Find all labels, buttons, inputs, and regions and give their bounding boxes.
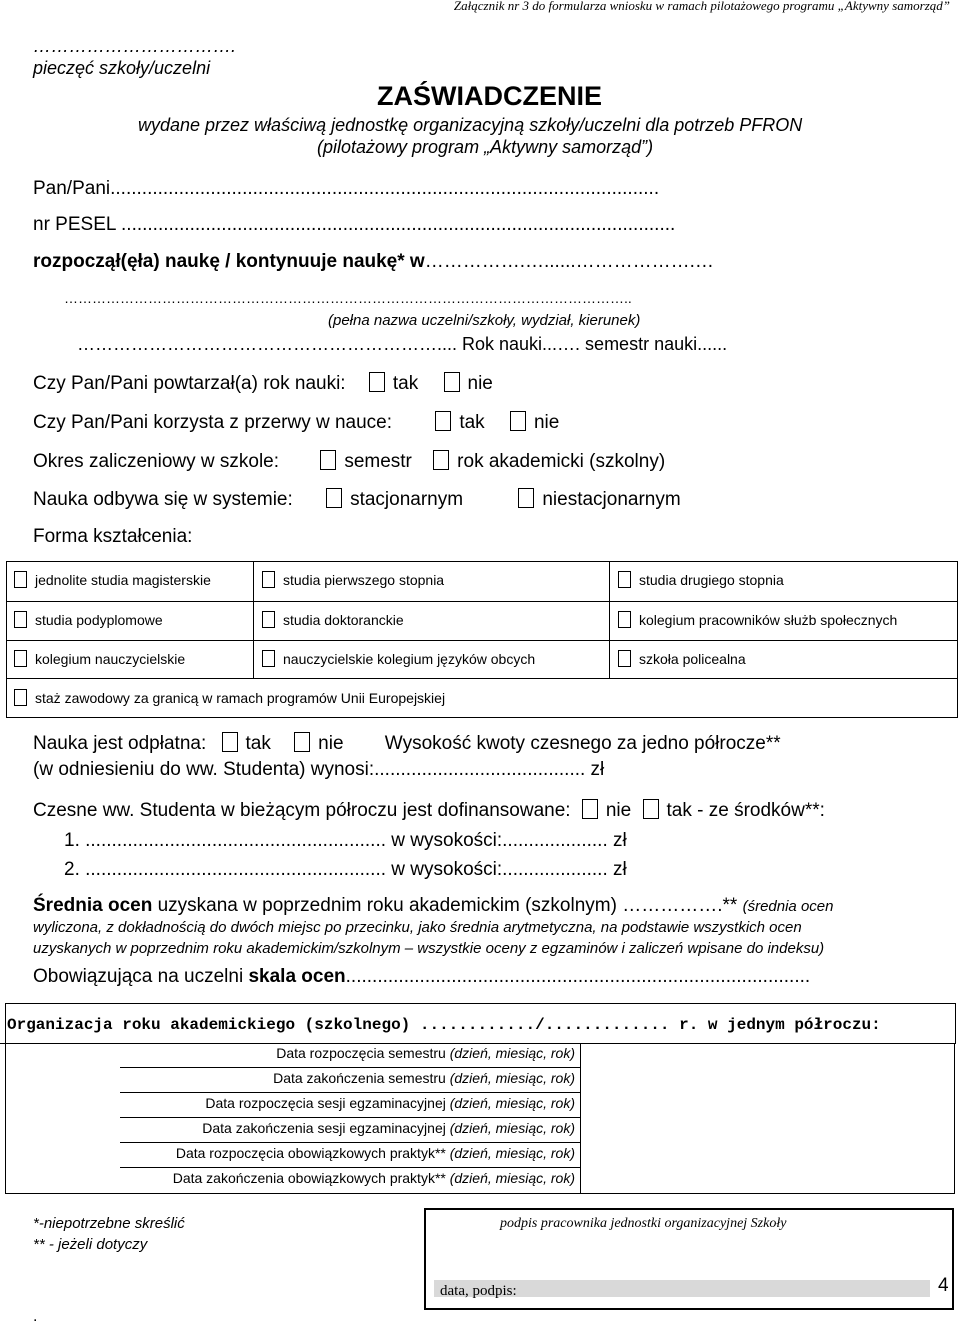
forma-option-kolegium-sluzb-label: kolegium pracowników służb społecznych	[639, 611, 898, 628]
data-row-3-label: Data rozpoczęcia sesji egzaminacyjnej	[205, 1095, 450, 1111]
repeat-tak-label: tak	[392, 373, 419, 394]
system-niestacjonarny-label: niestacjonarnym	[542, 489, 681, 510]
oplata-label: Nauka jest odpłatna:	[33, 733, 207, 754]
forma-option-kolegium-nauczycielskie[interactable]	[14, 650, 185, 667]
data-row-4	[202, 1120, 575, 1136]
forma-option-jednolite-label: jednolite studia magisterskie	[35, 571, 211, 588]
forma-option-kolegium-sluzb[interactable]	[618, 611, 897, 628]
document-title: ZAŚWIADCZENIE	[377, 81, 602, 111]
forma-option-doktoranckie[interactable]	[262, 611, 404, 628]
repeat-tak-checkbox[interactable]	[369, 373, 418, 394]
forma-option-staz-label: staż zawodowy za granicą w ramach programów Unii Europejskiej	[35, 689, 446, 706]
break-tak-checkbox[interactable]	[435, 412, 484, 433]
data-row-4-hint: (dzień, miesiąc, rok)	[449, 1120, 575, 1136]
oplata-row	[33, 732, 781, 755]
forma-option-policealna[interactable]	[618, 650, 746, 667]
czesne-tak-label: tak - ze środków**:	[666, 800, 825, 821]
question-repeat-label: Czy Pan/Pani powtarzał(a) rok nauki:	[33, 373, 346, 394]
oplata-kwota-label: Wysokość kwoty czesnego za jedno półrocze**	[384, 733, 781, 754]
data-podpis-bar	[434, 1280, 930, 1297]
system-stacjonarny-checkbox[interactable]	[326, 489, 463, 510]
czesne-row	[33, 799, 825, 822]
forma-option-drugi-stopien[interactable]	[618, 571, 784, 588]
question-system	[33, 488, 681, 511]
skala-row	[33, 966, 810, 988]
srednia-note3: uzyskanych w poprzednim roku akademickim/szkolnym – wszystkie oceny z egzaminów i zaliczeń wpisane do indeksu)	[33, 940, 825, 957]
oplata-kwota-field[interactable]: (w odniesieniu do ww. Studenta) wynosi:........................................ zł	[33, 759, 605, 780]
skala-pre: Obowiązująca na uczelni	[33, 966, 249, 987]
data-row-6-hint: (dzień, miesiąc, rok)	[449, 1170, 575, 1186]
rok-nauki-line[interactable]: …………………………………………………….... Rok nauki...…. semestr nauki......	[77, 334, 728, 354]
trailing-dot: .	[33, 1308, 38, 1325]
srednia-text: uzyskana w poprzednim roku akademickim (szkolnym)	[152, 895, 617, 916]
data-row-6	[173, 1170, 575, 1186]
forma-option-kolegium-nauczycielskie-label: kolegium nauczycielskie	[35, 650, 186, 667]
oplata-nie-checkbox[interactable]	[294, 733, 343, 754]
data-row-6-label: Data zakończenia obowiązkowych praktyk**	[172, 1170, 450, 1186]
school-name-hint: (pełna nazwa uczelni/szkoły, wydział, kierunek)	[328, 312, 641, 329]
data-row-2-label: Data zakończenia semestru	[273, 1070, 450, 1086]
question-system-label: Nauka odbywa się w systemie:	[33, 489, 293, 510]
data-podpis-label: data, podpis:	[440, 1283, 517, 1299]
data-row-5-label: Data rozpoczęcia obowiązkowych praktyk**	[175, 1145, 450, 1161]
footnote-jezeli-dotyczy: ** - jeżeli dotyczy	[33, 1236, 148, 1253]
forma-option-jednolite[interactable]	[14, 571, 211, 588]
forma-option-podyplomowe-label: studia podyplomowe	[35, 611, 163, 628]
czesne-nie-checkbox[interactable]	[582, 800, 631, 821]
footnote-niepotrzebne: *-niepotrzebne skreślić	[33, 1215, 185, 1232]
system-niestacjonarny-checkbox[interactable]	[518, 489, 680, 510]
page-number: 4	[938, 1275, 949, 1296]
skala-bold: skala ocen	[248, 966, 346, 987]
period-rok-label: rok akademicki (szkolny)	[457, 451, 666, 472]
data-row-1	[276, 1045, 575, 1061]
pan-pani-field[interactable]: Pan/Pani........................................................................................................	[33, 178, 660, 199]
forma-option-staz[interactable]	[14, 689, 445, 706]
rozpoczal-dots[interactable]: …………….…......……………….…	[424, 251, 714, 272]
question-period-label: Okres zaliczeniowy w szkole:	[33, 451, 280, 472]
forma-option-kolegium-jezykow[interactable]	[262, 650, 535, 667]
stamp-label: pieczęć szkoły/uczelni	[33, 58, 211, 78]
forma-grid	[6, 561, 958, 718]
question-break-label: Czy Pan/Pani korzysta z przerwy w nauce:	[33, 412, 393, 433]
oplata-tak-label: tak	[245, 733, 271, 754]
data-row-5	[176, 1145, 575, 1161]
period-semestr-label: semestr	[344, 451, 412, 472]
srednia-field[interactable]: …………….**	[622, 895, 738, 916]
forma-option-kolegium-jezykow-label: nauczycielskie kolegium języków obcych	[283, 650, 536, 667]
daty-input-area[interactable]	[581, 1043, 954, 1193]
data-row-1-label: Data rozpoczęcia semestru	[276, 1045, 450, 1061]
czesne-line2[interactable]: 2. ......................................................... w wysokości:.................... zł	[64, 859, 627, 880]
signature-box[interactable]	[424, 1208, 954, 1310]
break-nie-label: nie	[533, 412, 560, 433]
data-row-2	[273, 1070, 575, 1086]
czesne-tak-checkbox[interactable]	[643, 800, 825, 821]
organizacja-heading: Organizacja roku akademickiego (szkolnego) ............/............. r. w jednym półroczu:	[7, 1016, 881, 1034]
question-break	[33, 411, 559, 434]
header-note: Załącznik nr 3 do formularza wniosku w ramach pilotażowego programu „Aktywny samorząd”	[453, 0, 950, 13]
forma-option-policealna-label: szkoła policealna	[639, 650, 746, 667]
data-row-1-hint: (dzień, miesiąc, rok)	[449, 1045, 575, 1061]
system-stacjonarny-label: stacjonarnym	[350, 489, 464, 510]
question-repeat	[33, 372, 493, 395]
daty-table	[0, 1043, 960, 1193]
question-period	[33, 450, 665, 473]
srednia-bold: Średnia ocen	[33, 895, 153, 916]
czesne-line1[interactable]: 1. ......................................................... w wysokości:.................... zł	[64, 830, 627, 851]
srednia-note1: (średnia ocen	[742, 898, 834, 915]
forma-option-doktoranckie-label: studia doktoranckie	[283, 611, 404, 628]
rozpoczal-text: rozpoczął(ęła) naukę / kontynuuje naukę* w	[33, 251, 425, 272]
subtitle-line1: wydane przez właściwą jednostkę organizacyjną szkoły/uczelni dla potrzeb PFRON	[138, 115, 803, 135]
forma-option-drugi-stopien-label: studia drugiego stopnia	[639, 571, 784, 588]
forma-option-pierwszy-stopien[interactable]	[262, 571, 444, 588]
data-row-5-hint: (dzień, miesiąc, rok)	[449, 1145, 575, 1161]
stamp-dots: …………………………….	[33, 36, 237, 56]
break-nie-checkbox[interactable]	[510, 412, 559, 433]
rozpoczal-label	[33, 251, 714, 273]
data-row-3	[205, 1095, 575, 1111]
forma-label: Forma kształcenia:	[33, 526, 193, 547]
srednia-note2: wyliczona, z dokładnością do dwóch miejsc po przecinku, jako średnia arytmetyczna, na podstawie wszystkich ocen	[33, 919, 802, 936]
period-semestr-checkbox[interactable]	[320, 451, 412, 472]
data-row-3-hint: (dzień, miesiąc, rok)	[449, 1095, 575, 1111]
subtitle-line2: (pilotażowy program „Aktywny samorząd”)	[317, 137, 654, 157]
forma-option-pierwszy-stopien-label: studia pierwszego stopnia	[283, 571, 445, 588]
skala-field[interactable]: ........................................................................................	[345, 966, 811, 987]
break-tak-label: tak	[459, 412, 485, 433]
data-row-2-hint: (dzień, miesiąc, rok)	[449, 1070, 575, 1086]
czesne-nie-label: nie	[605, 800, 632, 821]
oplata-tak-checkbox[interactable]	[222, 733, 271, 754]
school-name-dots[interactable]: …………………………………………………………………………………………………………..	[64, 290, 632, 306]
data-row-4-label: Data zakończenia sesji egzaminacyjnej	[202, 1120, 450, 1136]
repeat-nie-checkbox[interactable]	[444, 373, 493, 394]
repeat-nie-label: nie	[467, 373, 493, 394]
signature-label: podpis pracownika jednostki organizacyjnej Szkoły	[500, 1216, 787, 1231]
pesel-field[interactable]: nr PESEL .........................................................................................................	[33, 214, 676, 235]
czesne-label: Czesne ww. Studenta w bieżącym półroczu jest dofinansowane:	[33, 800, 571, 821]
oplata-nie-label: nie	[318, 733, 344, 754]
period-rok-checkbox[interactable]	[433, 451, 665, 472]
forma-option-podyplomowe[interactable]	[14, 611, 163, 628]
srednia-row	[33, 895, 833, 917]
